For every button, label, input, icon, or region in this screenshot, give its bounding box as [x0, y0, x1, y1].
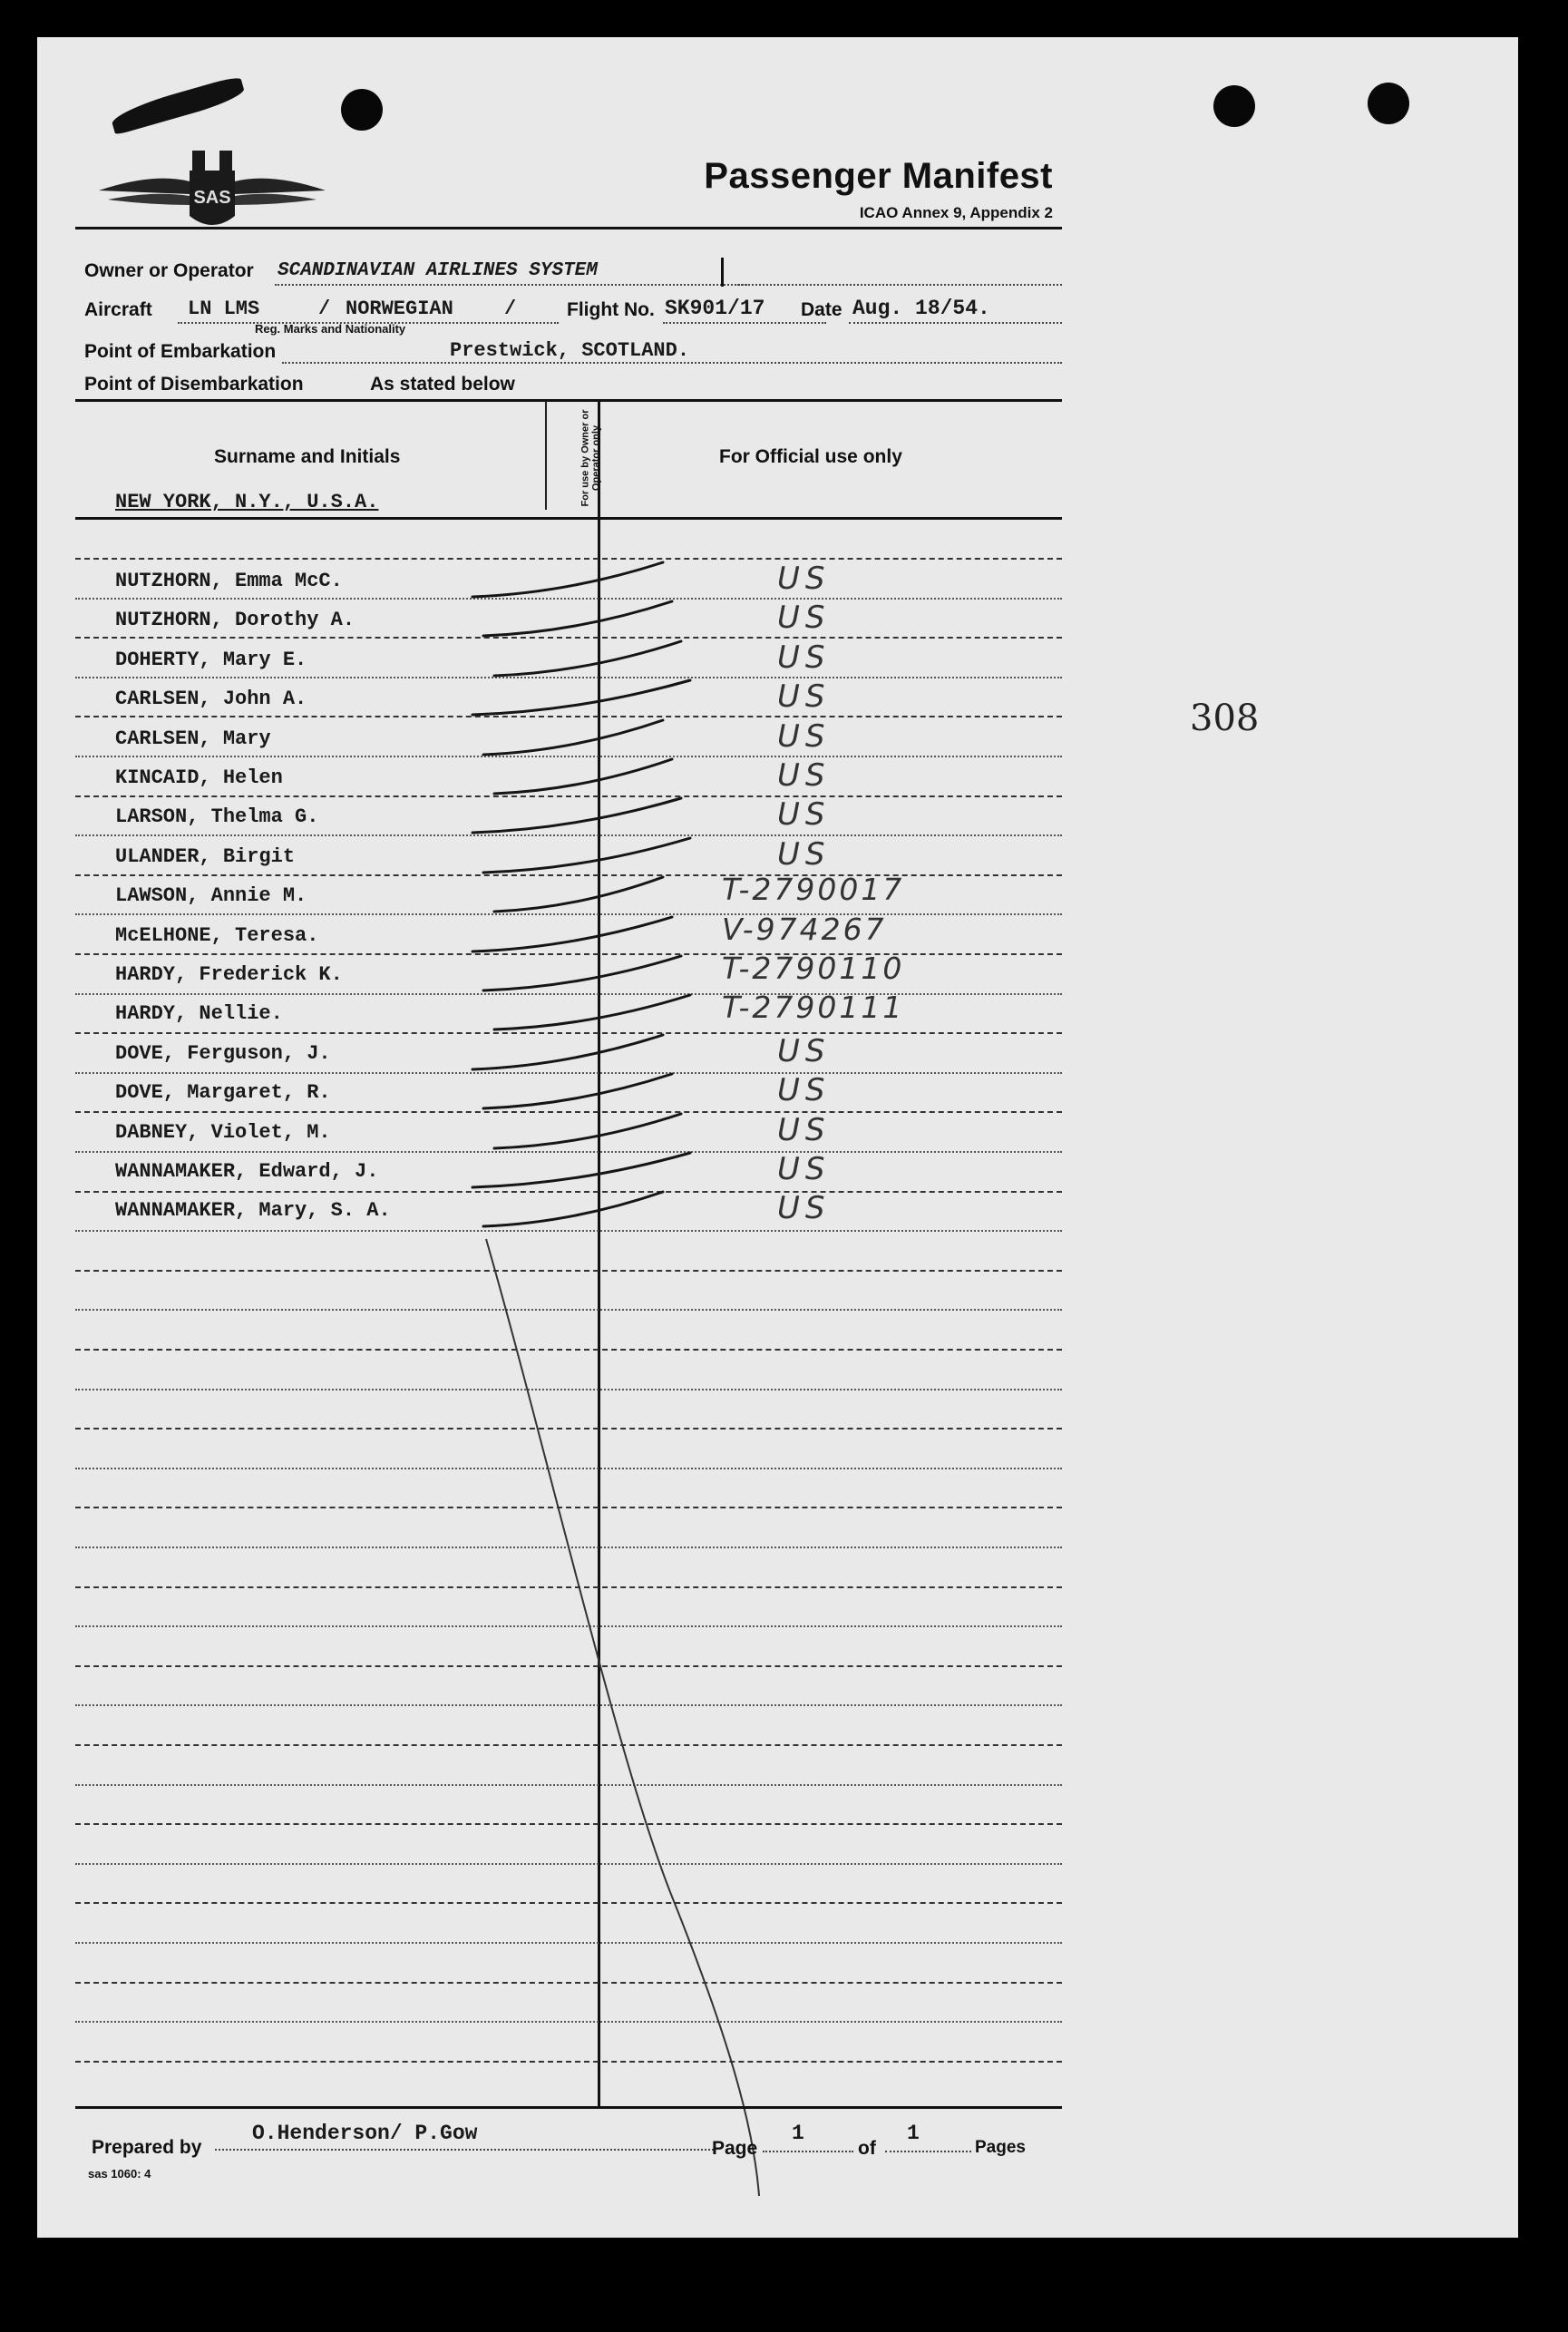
check-stroke	[494, 995, 690, 1029]
passenger-name: HARDY, Frederick K.	[115, 963, 343, 986]
check-stroke	[483, 720, 663, 755]
passenger-name: ULANDER, Birgit	[115, 845, 296, 868]
page-title: Passenger Manifest	[704, 156, 1053, 196]
check-marks	[37, 37, 1518, 2238]
of-value: 1	[907, 2122, 920, 2145]
passenger-name: McELHONE, Teresa.	[115, 924, 319, 947]
check-stroke	[472, 798, 681, 833]
official-note: US	[777, 1151, 831, 1187]
col-header-official: For Official use only	[719, 446, 902, 467]
official-note: US	[777, 718, 831, 755]
cancel-stroke	[486, 1239, 759, 2196]
check-stroke	[472, 1153, 690, 1187]
destination: NEW YORK, N.Y., U.S.A.	[115, 491, 379, 513]
passenger-name: KINCAID, Helen	[115, 766, 283, 789]
official-note: US	[777, 796, 831, 833]
check-stroke	[472, 562, 663, 597]
official-note: US	[777, 600, 831, 636]
manifest-sheet	[37, 37, 1518, 2238]
page-line	[763, 2151, 853, 2152]
check-stroke	[472, 680, 690, 715]
date-label: Date	[801, 299, 842, 320]
check-stroke	[494, 759, 672, 794]
check-stroke	[494, 1114, 681, 1148]
passenger-name: HARDY, Nellie.	[115, 1002, 283, 1025]
official-note: T-2790111	[722, 990, 905, 1025]
check-stroke	[483, 838, 690, 873]
disembark-label: Point of Disembarkation	[84, 374, 304, 395]
passenger-name: LAWSON, Annie M.	[115, 884, 307, 907]
official-note: US	[777, 757, 831, 794]
col-header-owner: For use by Owner or Operator only	[579, 409, 602, 507]
passenger-name: LARSON, Thelma G.	[115, 805, 319, 828]
official-note: T-2790017	[722, 872, 905, 907]
official-note: US	[777, 678, 831, 715]
aircraft-slash: /	[318, 298, 331, 320]
pages-label: Pages	[975, 2138, 1026, 2157]
owner-value: SCANDINAVIAN AIRLINES SYSTEM	[278, 260, 598, 281]
date-value: Aug. 18/54.	[852, 297, 990, 320]
passenger-name: NUTZHORN, Emma McC.	[115, 570, 343, 592]
prepared-label: Prepared by	[92, 2137, 202, 2158]
aircraft-label: Aircraft	[84, 299, 152, 320]
passenger-name: WANNAMAKER, Edward, J.	[115, 1160, 379, 1183]
prepared-value: O.Henderson/ P.Gow	[252, 2122, 478, 2145]
passenger-name: DOVE, Margaret, R.	[115, 1081, 331, 1104]
footer-rule	[75, 2106, 1062, 2109]
page-value: 1	[792, 2122, 804, 2145]
official-note: US	[777, 1033, 831, 1069]
passenger-name: DOVE, Ferguson, J.	[115, 1042, 331, 1065]
svg-text:SAS: SAS	[193, 188, 231, 208]
check-stroke	[483, 1074, 672, 1108]
official-note: US	[777, 639, 831, 676]
reg-caption: Reg. Marks and Nationality	[255, 322, 406, 336]
passenger-name: WANNAMAKER, Mary, S. A.	[115, 1199, 391, 1222]
form-code: sas 1060: 4	[88, 2167, 151, 2181]
check-stroke	[472, 917, 672, 951]
embark-value: Prestwick, SCOTLAND.	[450, 339, 690, 362]
official-note: V-974267	[722, 912, 887, 947]
official-note: US	[777, 836, 831, 873]
passenger-name: CARLSEN, John A.	[115, 688, 307, 710]
check-stroke	[483, 1192, 663, 1226]
passenger-name: DOHERTY, Mary E.	[115, 649, 307, 671]
prepared-line	[215, 2149, 714, 2151]
check-stroke	[494, 877, 663, 912]
aircraft-slash: /	[504, 298, 517, 320]
flight-value: SK901/17	[665, 297, 765, 320]
of-line	[885, 2151, 971, 2152]
aircraft-reg: LN LMS	[188, 298, 260, 320]
check-stroke	[472, 1035, 663, 1069]
embark-label: Point of Embarkation	[84, 341, 277, 362]
col-header-name: Surname and Initials	[214, 446, 401, 467]
check-stroke	[483, 956, 681, 990]
owner-label: Owner or Operator	[84, 260, 254, 281]
official-note: US	[777, 1112, 831, 1148]
official-note: US	[777, 1072, 831, 1108]
aircraft-nationality: NORWEGIAN	[346, 298, 453, 320]
check-stroke	[494, 641, 681, 676]
of-label: of	[858, 2138, 876, 2159]
page-label: Page	[712, 2138, 758, 2159]
passenger-name: DABNEY, Violet, M.	[115, 1121, 331, 1144]
disembark-value: As stated below	[370, 374, 515, 395]
passenger-name: CARLSEN, Mary	[115, 727, 271, 750]
passenger-name: NUTZHORN, Dorothy A.	[115, 609, 355, 631]
page-subtitle: ICAO Annex 9, Appendix 2	[859, 204, 1053, 221]
official-note: US	[777, 561, 831, 597]
flight-label: Flight No.	[567, 299, 655, 320]
page-stamp: 308	[1190, 698, 1260, 739]
official-note: T-2790110	[722, 951, 905, 986]
check-stroke	[483, 601, 672, 636]
official-note: US	[777, 1190, 831, 1226]
